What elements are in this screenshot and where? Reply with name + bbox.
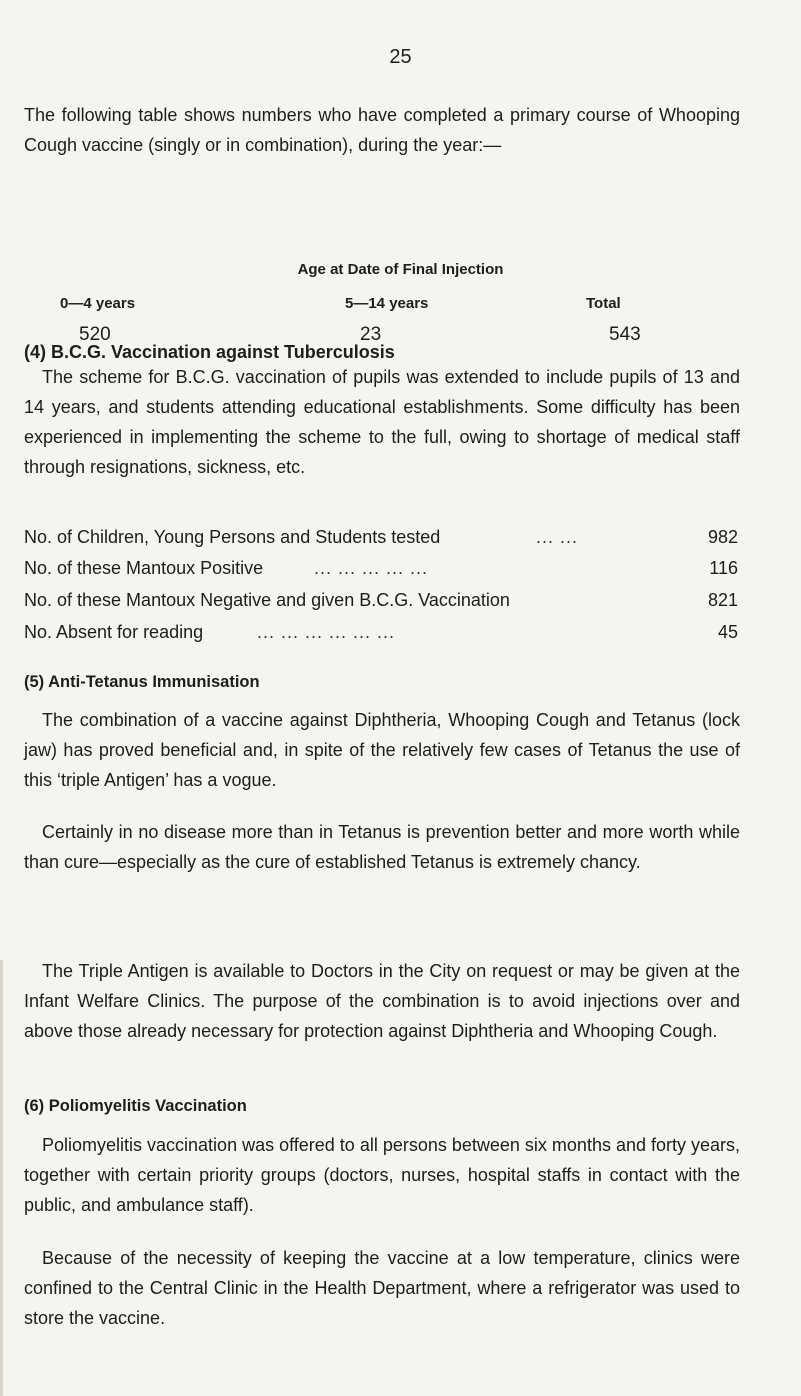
table-header-0-4: 0—4 years <box>60 295 136 312</box>
stat-leader-dots: ... ... ... ... ... <box>314 558 429 578</box>
stat-leader-dots: ... ... ... ... ... ... <box>257 622 396 642</box>
stat-row <box>24 553 738 583</box>
stat-label: No. of these Mantoux Positive <box>24 558 264 578</box>
stat-value: 45 <box>717 622 738 642</box>
table-caption: Age at Date of Final Injection <box>297 261 504 278</box>
stat-label: No. of Children, Young Persons and Students tested <box>24 527 441 547</box>
table-header-5-14: 5—14 years <box>345 295 429 312</box>
page-binding-shadow <box>0 960 3 1396</box>
stat-value: 821 <box>707 590 738 610</box>
section-4-paragraph: The scheme for B.C.G. vaccination of pupils was extended to include pupils of 13 and 14 years, and students attending educational establishments. Some difficulty has been experienced in implementing the scheme to the full, owing to shortage of medical staff through resignations, sickness, etc. <box>24 367 740 477</box>
table-header-total: Total <box>586 295 621 312</box>
section-6-paragraph-1: Poliomyelitis vaccination was offered to all persons between six months and forty years, together with certain priority groups (doctors, nurses, hospital staffs in contact with the public, and ambulance staff). <box>24 1135 741 1215</box>
stat-value: 982 <box>707 527 738 547</box>
section-5-paragraph-1: The combination of a vaccine against Diphtheria, Whooping Cough and Tetanus (lock jaw) has proved beneficial and, in spite of the relatively few cases of Tetanus the use of this ‘triple Antigen’ has a vogue. <box>24 710 740 790</box>
stat-row <box>24 522 738 552</box>
intro-paragraph: The following table shows numbers who have completed a primary course of Whooping Cough vaccine (singly or in combination), during the year:— <box>24 105 740 155</box>
page-number: 25 <box>389 46 412 68</box>
stat-label: No. Absent for reading <box>24 622 204 642</box>
stat-label: No. of these Mantoux Negative and given B.C.G. Vaccination <box>24 590 510 610</box>
stat-value: 116 <box>709 558 738 578</box>
section-6-heading: (6) Poliomyelitis Vaccination <box>24 1097 247 1115</box>
section-5-heading: (5) Anti-Tetanus Immunisation <box>24 673 260 691</box>
stat-leader-dots: ... ... <box>536 527 579 547</box>
section-4-heading: (4) B.C.G. Vaccination against Tuberculosis <box>24 342 395 362</box>
stat-row <box>24 585 738 615</box>
section-5-paragraph-2: Certainly in no disease more than in Tetanus is prevention better and more worth while than cure—especially as the cure of established Tetanus is extremely chancy. <box>24 822 740 872</box>
table-value-0-4: 520 <box>79 324 111 345</box>
table-value-5-14: 23 <box>360 324 382 345</box>
section-5-paragraph-3: The Triple Antigen is available to Doctors in the City on request or may be given at the Infant Welfare Clinics. The purpose of the combination is to avoid injections over and above those already necessary for protection against Diphtheria and Whooping Cough. <box>24 961 740 1041</box>
stat-row <box>24 617 738 647</box>
table-value-total: 543 <box>609 324 641 345</box>
section-6-paragraph-2: Because of the necessity of keeping the vaccine at a low temperature, clinics were confined to the Central Clinic in the Health Department, where a refrigerator was used to store the vaccine. <box>24 1248 740 1328</box>
